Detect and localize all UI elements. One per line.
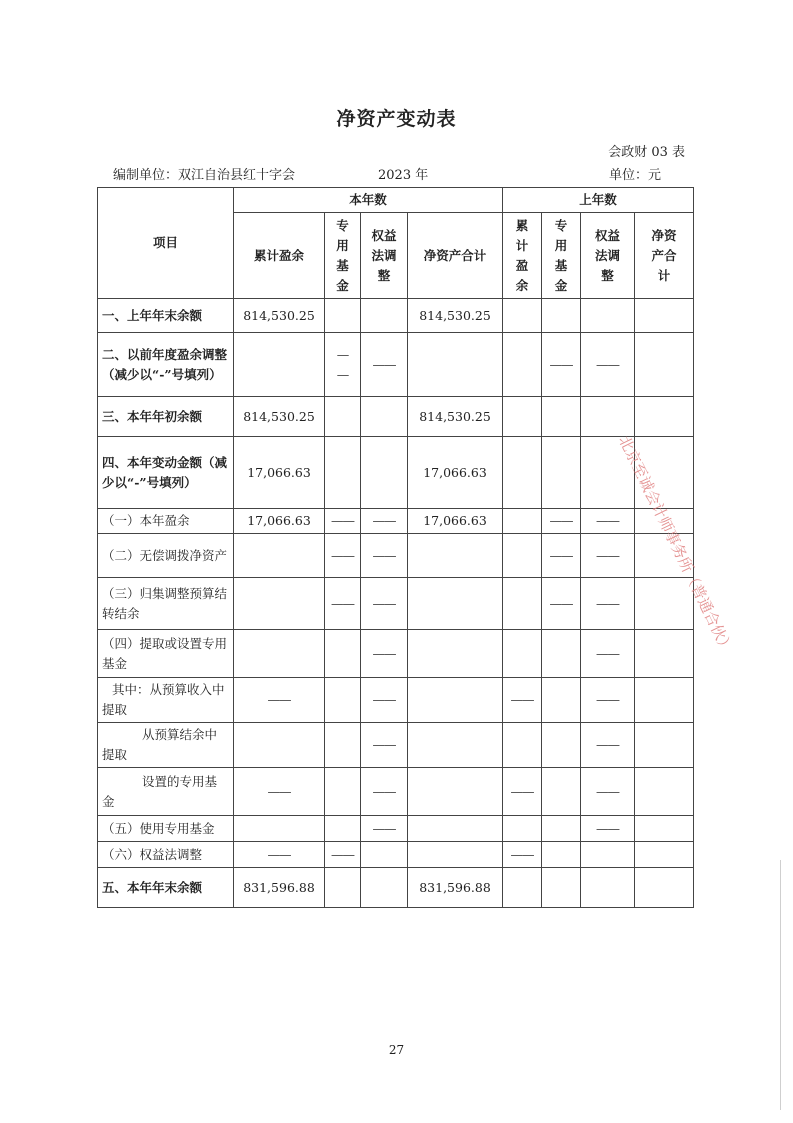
- row-value-cell: [408, 768, 503, 816]
- row-value-cell: [635, 868, 694, 908]
- row-value-cell: [635, 397, 694, 437]
- row-value-cell: ——: [581, 816, 635, 842]
- table-row: [98, 509, 694, 534]
- header-prior-equity-adjust-text: 权益 法调 整: [595, 227, 621, 283]
- row-value-cell: [503, 397, 542, 437]
- header-prior-accumulated-surplus-text: 累 计 盈 余: [515, 217, 529, 293]
- row-value-cell: [361, 437, 408, 509]
- row-value-cell: 831,596.88: [408, 868, 503, 908]
- row-value-cell: 814,530.25: [408, 299, 503, 333]
- row-value-cell: ——: [542, 509, 581, 534]
- page-title: 净资产变动表: [336, 108, 457, 130]
- row-value-cell: [325, 723, 361, 768]
- row-value-cell: ——: [234, 768, 325, 816]
- row-value-cell: [635, 630, 694, 678]
- row-value-cell: [542, 768, 581, 816]
- form-code: 会政财 03 表: [608, 145, 685, 160]
- row-value-cell: 814,530.25: [234, 299, 325, 333]
- row-value-cell: ——: [361, 333, 408, 397]
- row-value-cell: 17,066.63: [234, 509, 325, 534]
- row-item-label: （一）本年盈余: [98, 509, 234, 534]
- table-row: [98, 534, 694, 578]
- row-value-cell: [635, 678, 694, 723]
- row-value-cell: [361, 397, 408, 437]
- header-prior-year: 上年数: [503, 188, 694, 213]
- row-value-cell: [542, 397, 581, 437]
- scan-edge-line: [780, 860, 781, 1110]
- header-cur-accumulated-surplus: 累计盈余: [234, 213, 325, 299]
- header-item: 项目: [98, 188, 234, 299]
- header-current-year: 本年数: [234, 188, 503, 213]
- row-value-cell: [542, 723, 581, 768]
- row-value-cell: [503, 333, 542, 397]
- row-value-cell: [325, 768, 361, 816]
- row-item-label: （六）权益法调整: [98, 842, 234, 868]
- row-value-cell: 17,066.63: [408, 509, 503, 534]
- row-value-cell: ——: [361, 630, 408, 678]
- header-prior-equity-adjust: [581, 213, 635, 299]
- row-value-cell: ——: [325, 842, 361, 868]
- row-value-cell: 814,530.25: [234, 397, 325, 437]
- row-value-cell: ——: [581, 333, 635, 397]
- net-assets-change-table: [97, 187, 694, 908]
- row-value-cell: [234, 578, 325, 630]
- row-value-cell: ——: [234, 678, 325, 723]
- row-value-cell: ——: [361, 723, 408, 768]
- row-item-label: 设置的专用基金: [98, 768, 234, 816]
- header-cur-equity-adjust-text: 权益 法调 整: [371, 227, 397, 283]
- row-value-cell: [408, 333, 503, 397]
- row-value-cell: ——: [581, 678, 635, 723]
- row-value-cell: [361, 868, 408, 908]
- row-value-cell: [361, 299, 408, 333]
- row-value-cell: [325, 678, 361, 723]
- row-value-cell: [503, 299, 542, 333]
- row-value-cell: [408, 578, 503, 630]
- row-value-cell: [542, 816, 581, 842]
- table-row: [98, 578, 694, 630]
- row-value-cell: ——: [361, 509, 408, 534]
- table-row: [98, 816, 694, 842]
- row-value-cell: [325, 437, 361, 509]
- row-value-cell: 17,066.63: [408, 437, 503, 509]
- table-row: [98, 437, 694, 509]
- row-value-cell: [542, 868, 581, 908]
- row-value-cell: [542, 842, 581, 868]
- row-item-label: （二）无偿调拨净资产: [98, 534, 234, 578]
- row-value-cell: ——: [503, 768, 542, 816]
- row-value-cell: ——: [503, 842, 542, 868]
- report-year: 2023 年: [378, 168, 429, 183]
- table-row: [98, 333, 694, 397]
- row-value-cell: [542, 437, 581, 509]
- row-value-cell: [503, 534, 542, 578]
- row-value-cell: [325, 868, 361, 908]
- row-value-cell: [581, 868, 635, 908]
- row-value-cell: 831,596.88: [234, 868, 325, 908]
- row-value-cell: [408, 678, 503, 723]
- table-row: [98, 630, 694, 678]
- row-value-cell: [234, 534, 325, 578]
- table-body: [98, 299, 694, 908]
- row-value-cell: ——: [361, 678, 408, 723]
- row-value-cell: ——: [361, 768, 408, 816]
- row-value-cell: [234, 333, 325, 397]
- header-prior-accumulated-surplus: [503, 213, 542, 299]
- row-value-cell: ——: [581, 768, 635, 816]
- row-item-label: （三）归集调整预算结转结余: [98, 578, 234, 630]
- row-value-cell: ——: [542, 578, 581, 630]
- row-value-cell: ——: [581, 509, 635, 534]
- row-value-cell: [581, 842, 635, 868]
- row-value-cell: ——: [503, 678, 542, 723]
- row-value-cell: ——: [581, 630, 635, 678]
- row-value-cell: — —: [325, 333, 361, 397]
- row-value-cell: [542, 678, 581, 723]
- header-prior-special-fund: [542, 213, 581, 299]
- row-value-cell: [542, 299, 581, 333]
- row-value-cell: [635, 842, 694, 868]
- row-item-label: 二、以前年度盈余调整（减少以“-”号填列）: [98, 333, 234, 397]
- row-value-cell: 17,066.63: [234, 437, 325, 509]
- header-cur-net-assets-total: 净资产合计: [408, 213, 503, 299]
- row-value-cell: [581, 299, 635, 333]
- header-prior-net-assets-total: [635, 213, 694, 299]
- table-row: [98, 723, 694, 768]
- auditor-stamp: 北京至诚会计师事务所（普通合伙）: [615, 432, 737, 657]
- page-number: 27: [388, 1043, 405, 1057]
- row-value-cell: [503, 437, 542, 509]
- row-value-cell: [408, 842, 503, 868]
- row-item-label: 三、本年年初余额: [98, 397, 234, 437]
- row-item-label: 五、本年年末余额: [98, 868, 234, 908]
- row-value-cell: [503, 509, 542, 534]
- row-value-cell: [542, 630, 581, 678]
- row-item-label: 从预算结余中提取: [98, 723, 234, 768]
- currency-unit: 单位：元: [609, 168, 662, 183]
- row-value-cell: ——: [581, 534, 635, 578]
- header-cur-equity-adjust: [361, 213, 408, 299]
- table-row: [98, 397, 694, 437]
- row-value-cell: [408, 723, 503, 768]
- row-value-cell: [234, 630, 325, 678]
- row-value-cell: [325, 397, 361, 437]
- table-row: [98, 842, 694, 868]
- row-value-cell: [234, 723, 325, 768]
- header-cur-special-fund-text: 专 用 基 金: [336, 217, 349, 293]
- table-row: [98, 299, 694, 333]
- row-value-cell: [325, 630, 361, 678]
- header-prior-special-fund-text: 专 用 基 金: [554, 217, 568, 293]
- row-item-label: 其中：从预算收入中提取: [98, 678, 234, 723]
- row-value-cell: [408, 534, 503, 578]
- row-value-cell: [408, 816, 503, 842]
- table-row: [98, 768, 694, 816]
- row-value-cell: [408, 630, 503, 678]
- reporting-unit: 编制单位：双江自治县红十字会: [113, 168, 296, 183]
- row-value-cell: [581, 397, 635, 437]
- row-value-cell: [503, 816, 542, 842]
- row-value-cell: ——: [361, 816, 408, 842]
- row-value-cell: ——: [325, 534, 361, 578]
- row-value-cell: ——: [361, 534, 408, 578]
- row-value-cell: [635, 816, 694, 842]
- row-value-cell: [503, 630, 542, 678]
- header-prior-net-assets-total-text: 净资 产合 计: [651, 227, 677, 283]
- row-value-cell: [635, 333, 694, 397]
- row-item-label: 四、本年变动金额（减少以“-”号填列）: [98, 437, 234, 509]
- row-value-cell: [635, 299, 694, 333]
- row-value-cell: [503, 868, 542, 908]
- row-value-cell: [503, 723, 542, 768]
- row-value-cell: ——: [581, 723, 635, 768]
- header-cur-special-fund: [325, 213, 361, 299]
- row-value-cell: ——: [234, 842, 325, 868]
- row-value-cell: ——: [542, 534, 581, 578]
- row-value-cell: ——: [361, 578, 408, 630]
- row-value-cell: [503, 578, 542, 630]
- row-value-cell: ——: [325, 509, 361, 534]
- row-value-cell: ——: [325, 578, 361, 630]
- row-value-cell: [635, 768, 694, 816]
- table-row: [98, 678, 694, 723]
- row-value-cell: [325, 816, 361, 842]
- row-item-label: （四）提取或设置专用基金: [98, 630, 234, 678]
- table-row: [98, 868, 694, 908]
- row-value-cell: [325, 299, 361, 333]
- row-value-cell: [361, 842, 408, 868]
- row-item-label: （五）使用专用基金: [98, 816, 234, 842]
- row-value-cell: [234, 816, 325, 842]
- row-value-cell: ——: [581, 578, 635, 630]
- row-item-label: 一、上年年末余额: [98, 299, 234, 333]
- row-value-cell: [635, 723, 694, 768]
- row-value-cell: ——: [542, 333, 581, 397]
- row-value-cell: 814,530.25: [408, 397, 503, 437]
